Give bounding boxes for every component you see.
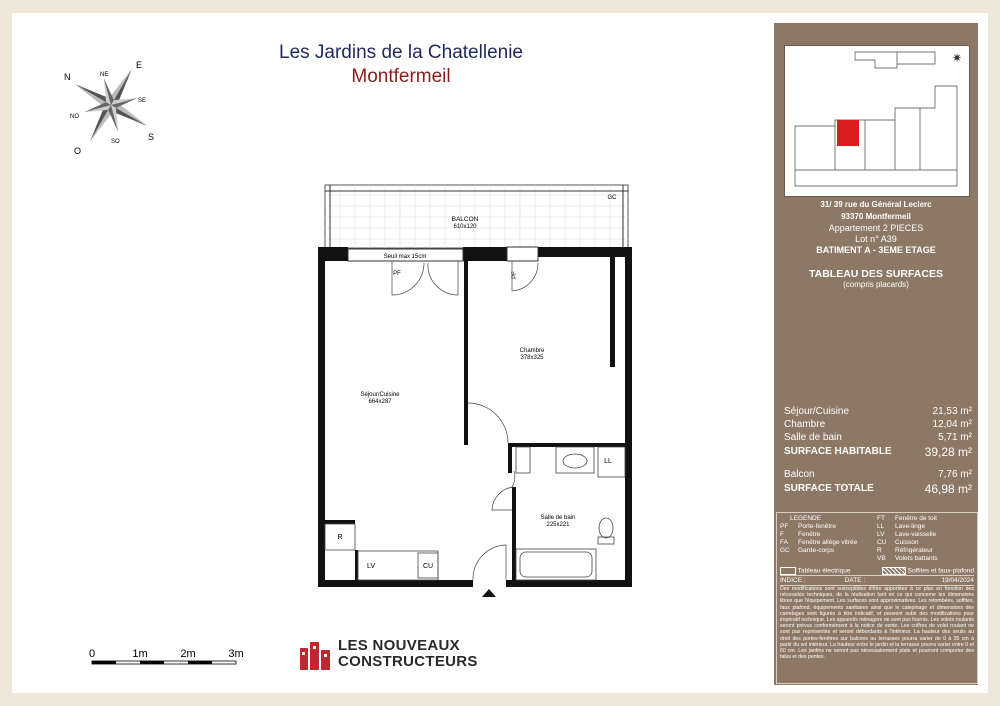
- sdb-dims: 225x221: [546, 522, 570, 528]
- tableau-electrique: Tableau électrique: [797, 567, 851, 575]
- surface-row: Séjour/Cuisine 21,53 m²: [784, 406, 972, 417]
- total-row: SURFACE TOTALE 46,98 m²: [784, 482, 972, 496]
- floor-plan: [300, 175, 645, 605]
- cu-label: CU: [422, 563, 434, 570]
- compass-se: SE: [138, 98, 147, 104]
- balcony-dims: 610x120: [453, 224, 477, 230]
- company-logo: [298, 638, 498, 672]
- electric-panel-icon: [780, 567, 796, 575]
- surface-table: [784, 405, 972, 497]
- habitable-row: SURFACE HABITABLE 39,28 m²: [784, 445, 972, 459]
- compass-ne: NE: [100, 72, 109, 78]
- scale-label-0: 0: [88, 648, 96, 660]
- sejour-label: Séjour/Cuisine: [360, 392, 400, 398]
- balcony-area: [325, 185, 628, 248]
- balcon-row: Balcon 7,76 m²: [784, 469, 972, 480]
- project-title: Les Jardins de la Chatellenie: [279, 42, 523, 63]
- compass-o: O: [74, 146, 82, 156]
- sidebar-panel: [774, 23, 978, 685]
- gc-label: GC: [607, 195, 617, 201]
- threshold-label: Seuil max 15cm: [383, 254, 427, 260]
- key-plan: [784, 45, 970, 197]
- table-subtitle: (compris placards): [843, 280, 909, 289]
- building-floor: BATIMENT A - 3EME ETAGE: [816, 245, 936, 255]
- compass-rose-icon: [56, 50, 166, 160]
- r-label: R: [337, 534, 343, 541]
- table-title: TABLEAU DES SURFACES: [809, 268, 943, 280]
- balcony-label: BALCON: [451, 216, 479, 223]
- disclaimer: Des modifications sont susceptibles d'être apportées à ce plan en fonction des nécessités techniques, de la réalisation tant en ce qui concerne les dimensions libres que l'équipement. Les surfaces sont approximatives. Les retombées, soffites, faux plafond, équipements sanitaires ainsi que le calepinage et dimensions des carrelages sont figurés à titre indicatif, et peuvent subir des modifications pour impératif technique. Les appareils ménagers ne sont pas fournis. Les volets roulants seront prévus conformément à la notice de vente. Les coffres de volet roulant ne sont pas représentés et seront débordants à l'intérieur. La hauteur des seuils au droit des portes-fenêtres sur balcons ou terrasses pourra varier de 0 à 35 cm à partir du sol intérieur. La hauteur entre le jardin et la terrasse pourra varier entre 0 et 60 cm. Les jardins ne seront pas nécessairement plats et pourront comporter des talus et des pentes.: [780, 586, 974, 661]
- logo-line1: LES NOUVEAUX: [338, 637, 460, 654]
- logo-building-icon: [298, 638, 334, 670]
- city-subtitle: Montfermeil: [351, 66, 451, 87]
- scale-label-2: 2m: [180, 648, 196, 660]
- legend-title: LEGENDE: [790, 515, 822, 522]
- compass-so: SO: [111, 139, 120, 145]
- date-value: 19/04/2024: [941, 577, 975, 584]
- scale-bar: [86, 645, 256, 675]
- entrance-arrow-icon: [482, 589, 496, 597]
- compass-n: N: [64, 72, 71, 82]
- sdb-label: Salle de bain: [540, 515, 576, 521]
- logo-line2: CONSTRUCTEURS: [338, 653, 478, 670]
- compass-no: NO: [70, 114, 79, 120]
- date-label: DATE :: [844, 577, 866, 584]
- legend-box: LEGENDE FT Fenêtre de toit PF Porte-fenêtre LL Lave-linge F Fenêtre LV Lave-vaisselle FA Fenêtre allège vitrée CU Cuisson GC Garde-corps R Réfrigérateur VB Volets battants Tableau électrique Soffites et faux-plafond INDICE : DATE : 19/04/2024 Des modifications sont susceptibles d'être apportées à ce plan en fonction des nécessités techniques, de la réalisation tant en ce qui concerne les dimensions libres que l'équipement. Les surfaces sont approximatives. Les retombées, soffites, faux plafond, équipements sanitaires ainsi que le calepinage et dimensions des carrelages sont figurés à titre indicatif, et peuvent subir des modifications pour impératif technique. Les appareils ménagers ne sont pas fournis. Les volets roulants seront prévus conformément à la notice de vente. Les coffres de volet roulant ne sont pas représentés et seront débordants à l'intérieur. La hauteur des seuils au droit des portes-fenêtres sur balcons ou terrasses pourra varier de 0 à 35 cm à partir du sol intérieur. La hauteur entre le jardin et la terrasse pourra varier entre 0 et 60 cm. Les jardins ne seront pas nécessairement plats et pourront comporter des talus et des pentes.: [776, 512, 978, 684]
- walls: [318, 247, 632, 587]
- pf-label-2: PF: [512, 271, 518, 279]
- chambre-dims: 378x325: [520, 355, 544, 361]
- soffites: Soffites et faux-plafond: [907, 567, 974, 575]
- chambre-label: Chambre: [519, 348, 545, 354]
- scale-label-3: 3m: [228, 648, 244, 660]
- lv-label: LV: [366, 563, 376, 570]
- svg-text:✷: ✷: [951, 51, 963, 65]
- sejour-dims: 664x287: [368, 399, 392, 405]
- ll-label: LL: [604, 458, 612, 465]
- address-line1: 31/ 39 rue du Général Leclerc: [820, 200, 932, 209]
- pf-label-1: PF: [393, 271, 401, 277]
- indice-label: INDICE :: [780, 577, 806, 584]
- lot-number: Lot n° A39: [855, 234, 897, 244]
- key-plan-highlight: [837, 120, 859, 146]
- surface-row: Chambre 12,04 m²: [784, 419, 972, 430]
- scale-label-1: 1m: [132, 648, 148, 660]
- compass-e: E: [136, 60, 143, 70]
- address-line2: 93370 Montfermeil: [841, 212, 911, 221]
- surface-row: Salle de bain 5,71 m²: [784, 432, 972, 443]
- soffit-hatch-icon: [882, 567, 906, 575]
- compass-s: S: [148, 132, 155, 142]
- apt-type: Appartement 2 PIECES: [828, 223, 924, 233]
